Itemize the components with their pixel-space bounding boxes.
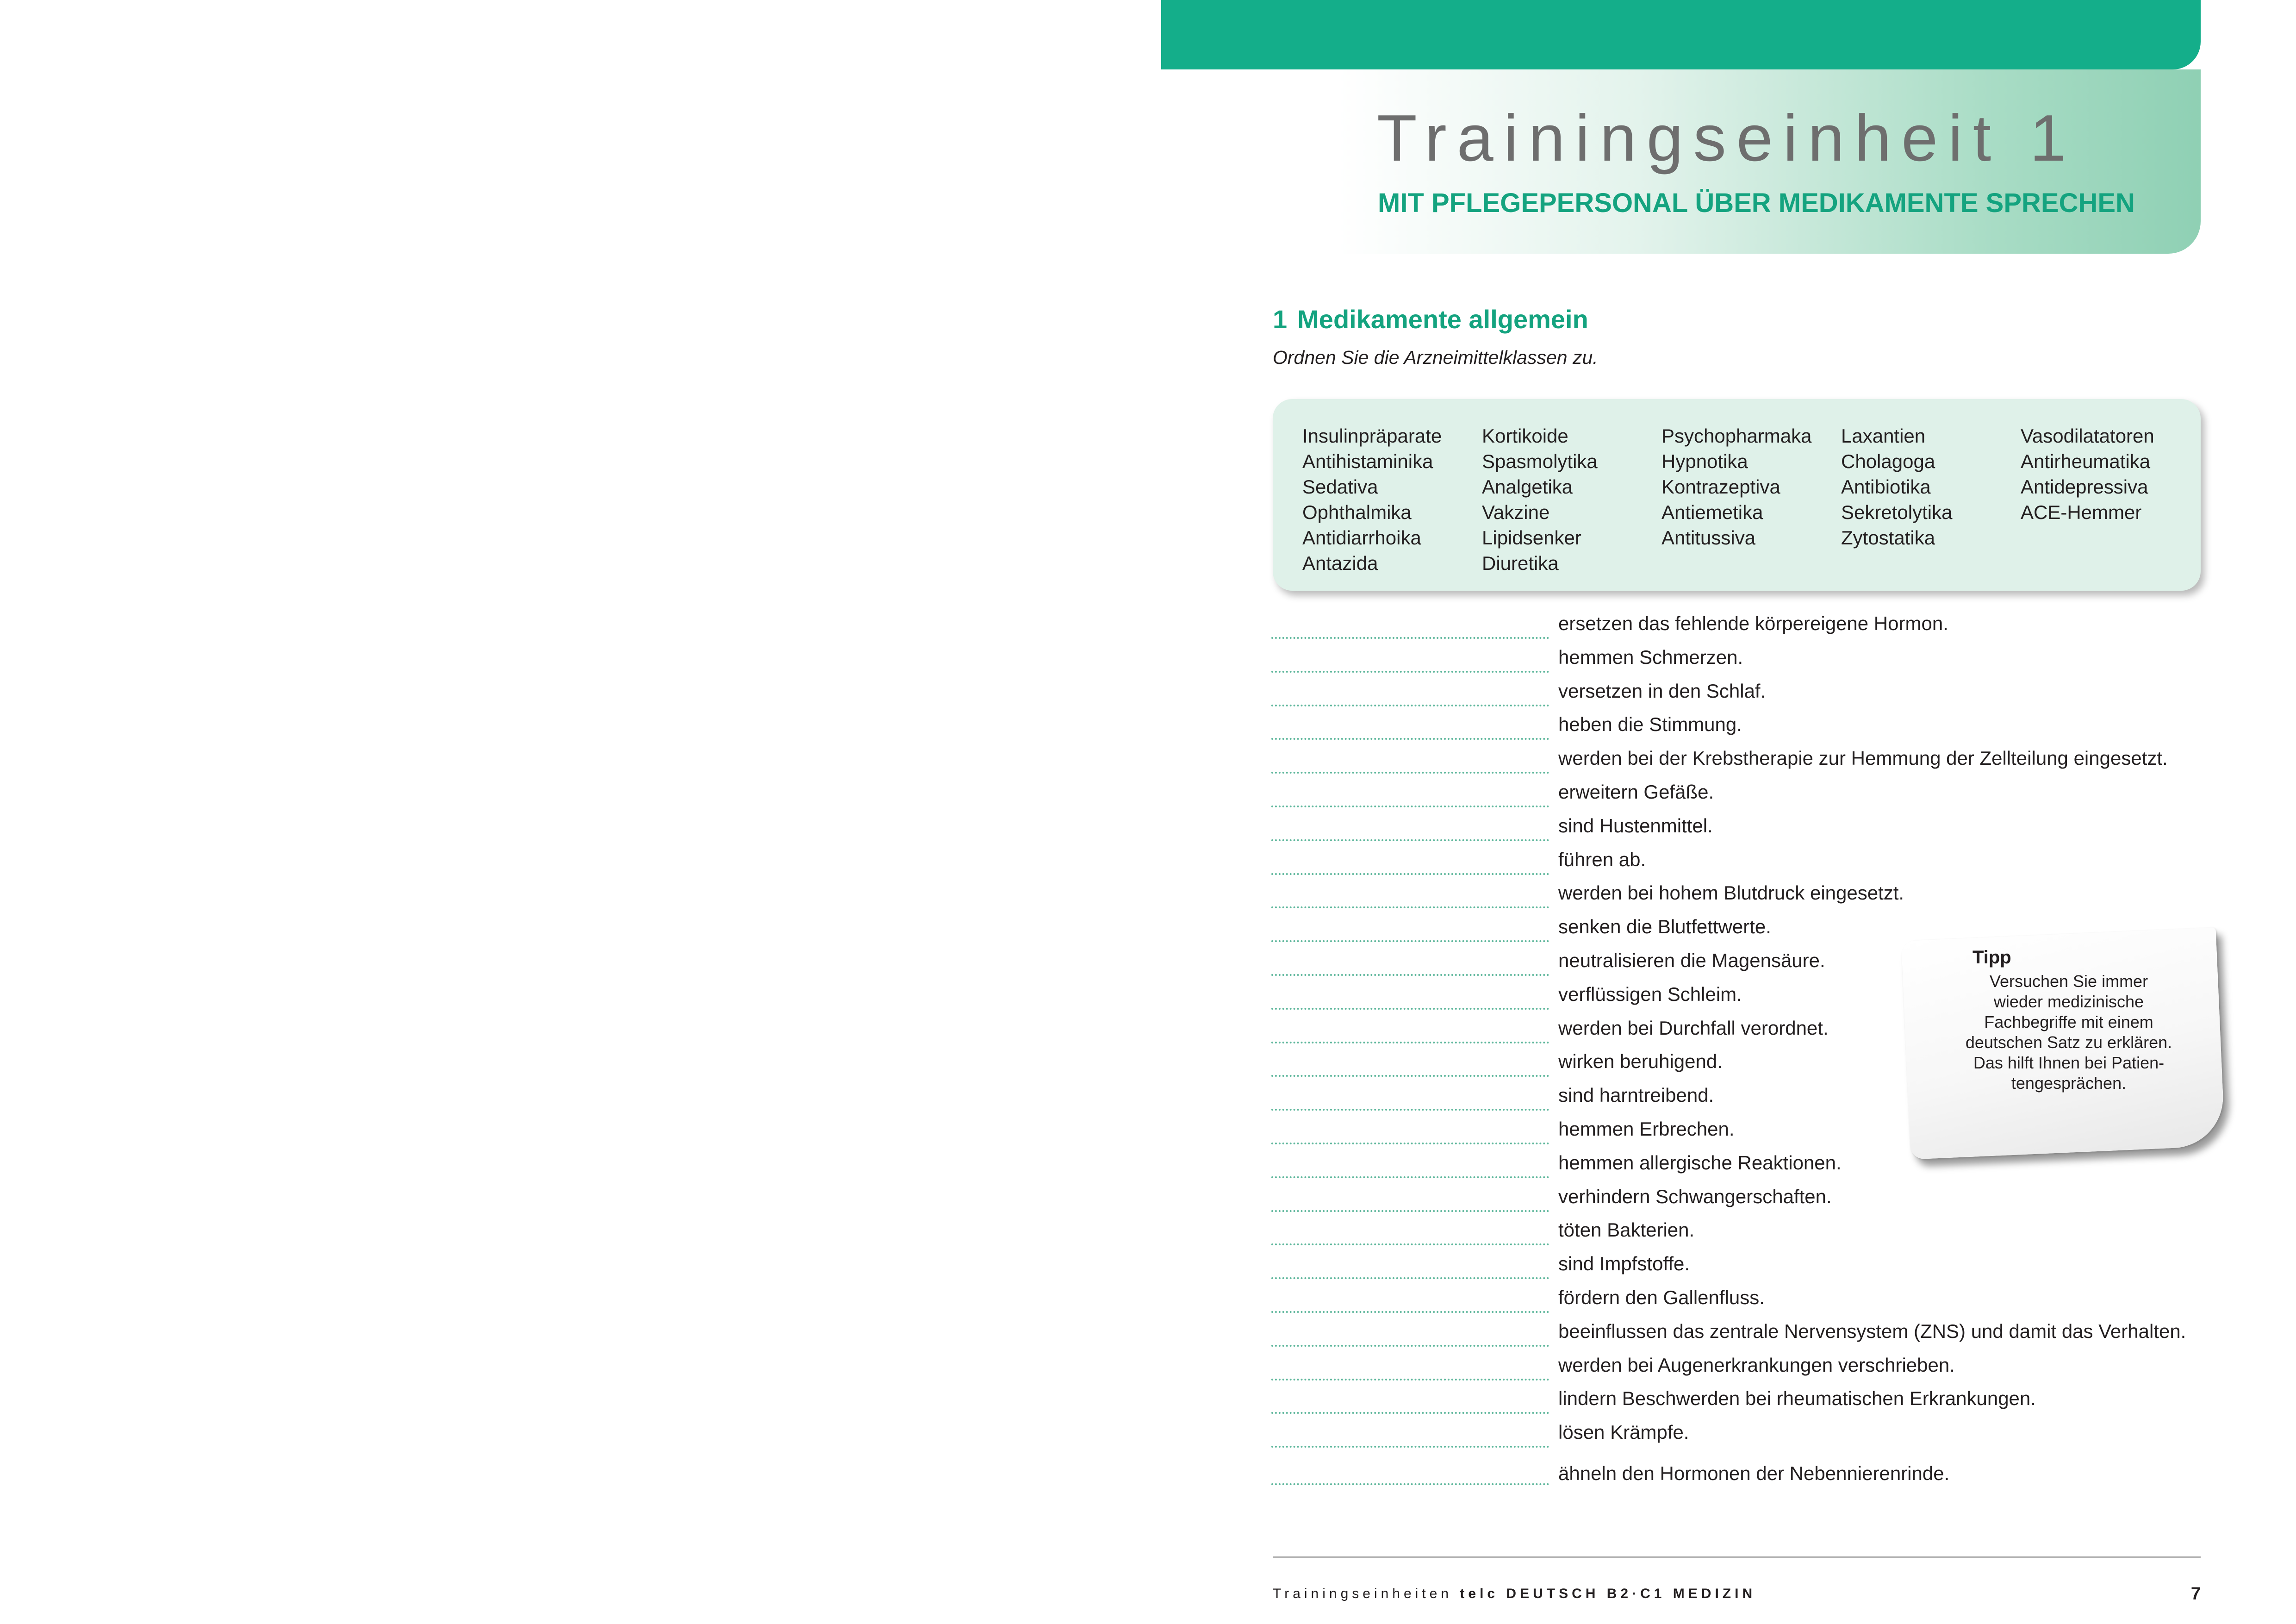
answer-blank[interactable] <box>1271 1176 1549 1178</box>
exercise-text: werden bei Durchfall verordnet. <box>1558 1017 1829 1039</box>
section-title: Medikamente allgemein <box>1297 305 1588 334</box>
word-item: Diuretika <box>1482 552 1559 574</box>
tip-text <box>1948 971 2189 1093</box>
answer-blank[interactable] <box>1271 806 1549 807</box>
exercise-row <box>1271 1353 2220 1387</box>
exercise-text: hemmen Erbrechen. <box>1558 1118 1735 1140</box>
tip-line: Fachbegriffe mit einem <box>1984 1012 2153 1031</box>
answer-blank[interactable] <box>1271 772 1549 774</box>
exercise-text: verflüssigen Schleim. <box>1558 983 1742 1005</box>
word-item: Antidepressiva <box>2021 476 2148 498</box>
exercise-row <box>1271 780 2220 813</box>
exercise-text: führen ab. <box>1558 848 1646 870</box>
exercise-text: lindern Beschwerden bei rheumatischen Erkrankungen. <box>1558 1387 2036 1410</box>
word-item: Antihistaminika <box>1302 450 1433 472</box>
word-column <box>1661 423 1812 550</box>
exercise-row <box>1271 881 2220 914</box>
word-item: ACE-Hemmer <box>2021 501 2142 523</box>
exercise-text: hemmen allergische Reaktionen. <box>1558 1151 1842 1174</box>
answer-blank[interactable] <box>1271 637 1549 639</box>
exercise-row <box>1271 746 2220 780</box>
word-column <box>1841 423 1952 550</box>
answer-blank[interactable] <box>1271 1210 1549 1212</box>
top-color-bar <box>1161 0 2201 69</box>
answer-blank[interactable] <box>1271 906 1549 908</box>
exercise-text: wirken beruhigend. <box>1558 1050 1723 1073</box>
tip-line: wieder medizinische <box>1993 992 2144 1011</box>
tip-line: tengesprächen. <box>2011 1074 2127 1093</box>
word-item: Kortikoide <box>1482 425 1568 447</box>
page-number: 7 <box>2190 1584 2201 1604</box>
word-column <box>1482 423 1598 576</box>
word-item: Insulinpräparate <box>1302 425 1442 447</box>
exercise-row <box>1271 1150 2220 1184</box>
section-heading <box>1273 306 1588 332</box>
exercise-text: sind Impfstoffe. <box>1558 1253 1690 1275</box>
exercise-row <box>1271 1420 2220 1454</box>
section-number: 1 <box>1273 305 1288 334</box>
word-item: Spasmolytika <box>1482 450 1598 472</box>
answer-blank[interactable] <box>1271 1483 1549 1485</box>
page-subtitle: MIT PFLEGEPERSONAL ÜBER MEDIKAMENTE SPRECHEN <box>1378 188 2135 218</box>
word-item: Antitussiva <box>1661 527 1756 549</box>
word-column <box>1302 423 1442 576</box>
page-title: Trainingseinheit 1 <box>1377 101 2077 175</box>
exercise-row <box>1271 611 2220 645</box>
answer-blank[interactable] <box>1271 1412 1549 1414</box>
exercise-text: neutralisieren die Magensäure. <box>1558 949 1825 971</box>
exercise-row <box>1271 847 2220 881</box>
exercise-text: verhindern Schwangerschaften. <box>1558 1185 1832 1207</box>
answer-blank[interactable] <box>1271 1379 1549 1380</box>
exercise-text: werden bei der Krebstherapie zur Hemmung der Zellteilung eingesetzt. <box>1558 747 2168 769</box>
exercise-text: senken die Blutfettwerte. <box>1558 916 1771 938</box>
exercise-instruction: Ordnen Sie die Arzneimittelklassen zu. <box>1273 347 1598 368</box>
word-column <box>2021 423 2154 525</box>
word-item: Psychopharmaka <box>1661 425 1812 447</box>
footer-label <box>1273 1587 1756 1601</box>
word-item: Vakzine <box>1482 501 1550 523</box>
word-item: Vasodilatatoren <box>2021 425 2154 447</box>
exercise-text: fördern den Gallenfluss. <box>1558 1286 1765 1308</box>
word-item: Kontrazeptiva <box>1661 476 1780 498</box>
tip-line: Versuchen Sie immer <box>1989 972 2148 991</box>
word-item: Antirheumatika <box>2021 450 2151 472</box>
exercise-text: beeinflussen das zentrale Nervensystem (ZNS) und damit das Verhalten. <box>1558 1320 2186 1342</box>
word-box <box>1273 399 2201 591</box>
exercise-text: heben die Stimmung. <box>1558 713 1742 736</box>
answer-blank[interactable] <box>1271 873 1549 875</box>
answer-blank[interactable] <box>1271 671 1549 673</box>
answer-blank[interactable] <box>1271 1008 1549 1010</box>
exercise-row <box>1271 1251 2220 1285</box>
exercise-text: hemmen Schmerzen. <box>1558 646 1743 668</box>
answer-blank[interactable] <box>1271 1446 1549 1448</box>
exercise-text: sind Hustenmittel. <box>1558 814 1713 837</box>
answer-blank[interactable] <box>1271 974 1549 976</box>
answer-blank[interactable] <box>1271 1345 1549 1347</box>
exercise-text: sind harntreibend. <box>1558 1084 1714 1106</box>
word-item: Antidiarrhoika <box>1302 527 1421 549</box>
word-item: Antazida <box>1302 552 1378 574</box>
answer-blank[interactable] <box>1271 1109 1549 1111</box>
tip-title: Tipp <box>1972 947 2011 968</box>
word-item: Sekretolytika <box>1841 501 1953 523</box>
footer-divider <box>1273 1556 2201 1558</box>
exercise-text: lösen Krämpfe. <box>1558 1421 1689 1443</box>
exercise-row <box>1271 1454 2220 1491</box>
word-item: Sedativa <box>1302 476 1378 498</box>
exercise-text: ähneln den Hormonen der Nebennierenrinde. <box>1558 1462 1950 1484</box>
tip-line: Das hilft Ihnen bei Patien- <box>1973 1053 2165 1072</box>
exercise-text: töten Bakterien. <box>1558 1219 1695 1241</box>
answer-blank[interactable] <box>1271 1075 1549 1077</box>
exercise-row <box>1271 1285 2220 1319</box>
exercise-row <box>1271 813 2220 847</box>
answer-blank[interactable] <box>1271 940 1549 942</box>
exercise-text: ersetzen das fehlende körpereigene Hormon. <box>1558 612 1948 634</box>
word-item: Ophthalmika <box>1302 501 1412 523</box>
word-item: Antiemetika <box>1661 501 1763 523</box>
word-item: Laxantien <box>1841 425 1926 447</box>
answer-blank[interactable] <box>1271 705 1549 706</box>
answer-blank[interactable] <box>1271 1042 1549 1043</box>
answer-blank[interactable] <box>1271 839 1549 841</box>
answer-blank[interactable] <box>1271 1277 1549 1279</box>
exercise-row <box>1271 1319 2220 1353</box>
exercise-text: werden bei Augenerkrankungen verschrieben. <box>1558 1354 1955 1376</box>
exercise-text: versetzen in den Schlaf. <box>1558 680 1766 702</box>
exercise-row <box>1271 712 2220 746</box>
answer-blank[interactable] <box>1271 1311 1549 1313</box>
exercise-row <box>1271 645 2220 679</box>
answer-blank[interactable] <box>1271 738 1549 740</box>
word-item: Analgetika <box>1482 476 1573 498</box>
exercise-text: werden bei hohem Blutdruck eingesetzt. <box>1558 882 1904 904</box>
tip-line: deutschen Satz zu erklären. <box>1965 1033 2172 1052</box>
exercise-row <box>1271 1184 2220 1218</box>
exercise-row <box>1271 679 2220 712</box>
word-item: Lipidsenker <box>1482 527 1581 549</box>
footer-brand: telc DEUTSCH B2·C1 MEDIZIN <box>1460 1586 1756 1601</box>
word-item: Antibiotika <box>1841 476 1931 498</box>
answer-blank[interactable] <box>1271 1143 1549 1144</box>
word-item: Hypnotika <box>1661 450 1748 472</box>
word-item: Zytostatika <box>1841 527 1935 549</box>
answer-blank[interactable] <box>1271 1243 1549 1245</box>
exercise-row <box>1271 1386 2220 1420</box>
word-item: Cholagoga <box>1841 450 1935 472</box>
exercise-text: erweitern Gefäße. <box>1558 781 1714 803</box>
exercise-row <box>1271 1218 2220 1251</box>
footer-section: Trainingseinheiten <box>1273 1586 1453 1601</box>
